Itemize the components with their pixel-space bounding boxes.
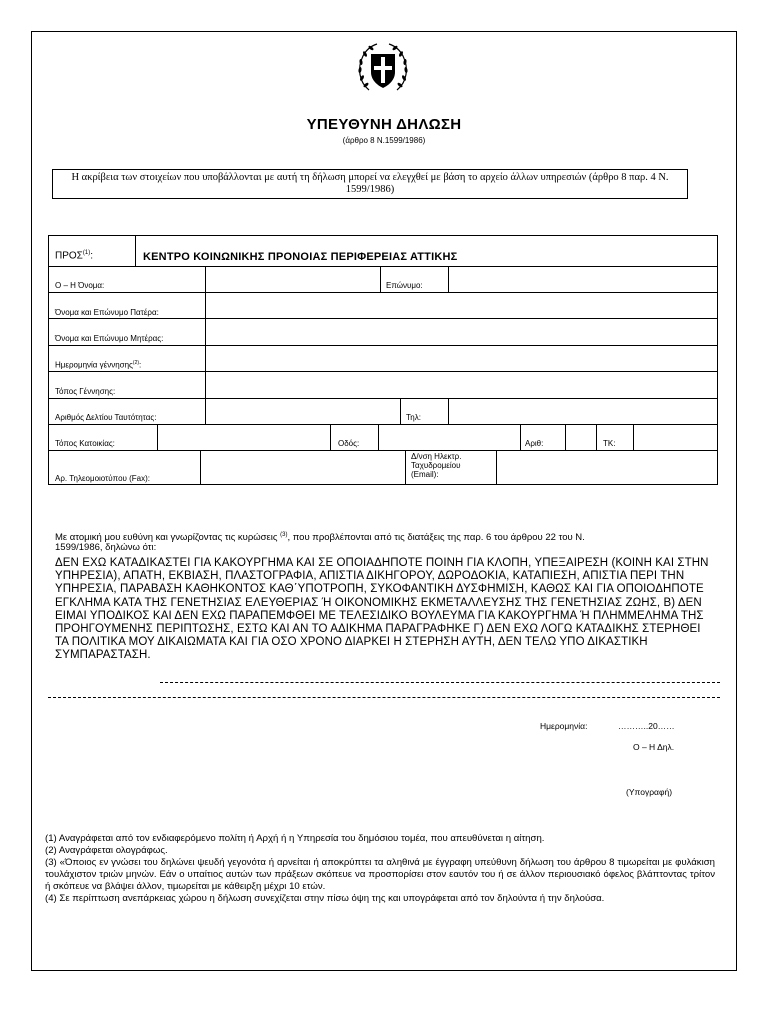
to-label: ΠΡΟΣ$^{(1)}$: bbox=[55, 250, 93, 262]
footnote-4: (4) Σε περίπτωση ανεπάρκειας χώρου η δήλωση συνεχίζεται στην πίσω όψη της και υπογράφεται από τον δηλούντα ή την δηλούσα. bbox=[45, 893, 605, 904]
phone-label: Τηλ: bbox=[406, 413, 421, 422]
to-value: ΚΕΝΤΡΟ ΚΟΙΝΩΝΙΚΗΣ ΠΡΟΝΟΙΑΣ ΠΕΡΙΦΕΡΕΙΑΣ ΑΤΤΙΚΗΣ bbox=[143, 251, 458, 263]
street-label: Οδός: bbox=[338, 439, 360, 448]
residence-label: Τόπος Κατοικίας: bbox=[55, 439, 115, 448]
mother-name-label: Όνομα και Επώνυμο Μητέρας: bbox=[55, 334, 164, 343]
document-title: ΥΠΕΥΘΥΝΗ ΔΗΛΩΣΗ bbox=[306, 116, 462, 133]
notice-box: Η ακρίβεια των στοιχείων που υποβάλλονται με αυτή τη δήλωση μπορεί να ελεγχθεί με βάση το αρχείο άλλων υπηρεσιών (άρθρο 8 παρ. 4 Ν. 1599/1986) bbox=[52, 169, 688, 199]
email-label: Δ/νση Ηλεκτρ. Ταχυδρομείου (Email): bbox=[411, 452, 462, 479]
id-card-label: Αριθμός Δελτίου Ταυτότητας: bbox=[55, 413, 157, 422]
birthdate-label: Ημερομηνία γέννησης$^{(2)}$: bbox=[55, 360, 142, 370]
fax-label: Αρ. Τηλεομοιοτύπου (Fax): bbox=[55, 474, 150, 483]
footnote-1: (1) Αναγράφεται από τον ενδιαφερόμενο πολίτη ή Αρχή ή η Υπηρεσία του δημόσιου τομέα, που απευθύνεται η αίτηση. bbox=[45, 833, 545, 844]
footnote-2: (2) Αναγράφεται ολογράφως. bbox=[45, 845, 168, 856]
declaration-intro-cont: 1599/1986, δηλώνω ότι: bbox=[55, 542, 157, 553]
number-label: Αριθ: bbox=[525, 439, 544, 448]
father-name-label: Όνομα και Επώνυμο Πατέρα: bbox=[55, 308, 159, 317]
footnote-3: (3) «Όποιος εν γνώσει του δηλώνει ψευδή γεγονότα ή αρνείται ή αποκρύπτει τα αληθινά με έγγραφη υπεύθυνη δήλωση του άρθρου 8 τιμωρείται με φυλάκιση τουλάχιστον τριών μηνών. Εάν ο υπαίτιος αυτών των πράξεων σκόπευε να προσπορίσει στον εαυτόν του ή σε άλλον περιουσιακό όφελος βλάπτοντας τρίτον ή σκόπευε να βλάψει άλλον, τιμωρείται με κάθειρξη μέχρι 10 ετών. bbox=[45, 857, 715, 892]
greek-coat-of-arms-icon bbox=[355, 40, 411, 96]
document-subtitle: (άρθρο 8 Ν.1599/1986) bbox=[342, 136, 426, 145]
dashed-line bbox=[48, 697, 720, 698]
personal-details-form bbox=[48, 235, 718, 485]
date-label: Ημερομηνία: bbox=[540, 721, 588, 731]
dashed-line bbox=[160, 682, 720, 683]
surname-label: Επώνυμο: bbox=[386, 281, 423, 290]
signature-label: (Υπογραφή) bbox=[626, 787, 673, 797]
declaration-intro: Με ατομική μου ευθύνη και γνωρίζοντας τις κυρώσεις $^{(3)}$, που προβλέπονται από τις διατάξεις της παρ. 6 του άρθρου 22 του Ν. bbox=[55, 532, 585, 544]
name-label: Ο – Η Όνομα: bbox=[55, 281, 105, 290]
declarant-label: Ο – Η Δηλ. bbox=[633, 742, 675, 752]
postcode-label: ΤΚ: bbox=[603, 439, 616, 448]
footnotes bbox=[45, 833, 715, 905]
birthplace-label: Τόπος Γέννησης: bbox=[55, 387, 116, 396]
declaration-text: ΔΕΝ ΕΧΩ ΚΑΤΑΔΙΚΑΣΤΕΙ ΓΙΑ ΚΑΚΟΥΡΓΗΜΑ ΚΑΙ ΣΕ ΟΠΟΙΑΔΗΠΟΤΕ ΠΟΙΝΗ ΓΙΑ ΚΛΟΠΗ, ΥΠΕΞΑΙΡΕΣΗ (ΚΟΙΝΗ ΚΑΙ ΣΤΗΝ ΥΠΗΡΕΣΙΑ), ΑΠΑΤΗ, ΕΚΒΙΑΣΗ, ΠΛΑΣΤΟΓΡΑΦΙΑ, ΑΠΙΣΤΙΑ ΔΙΚΗΓΟΡΟΥ, ΔΩΡΟΔΟΚΙΑ, ΚΑΤΑΠΙΕΣΗ, ΑΠΙΣΤΙΑ ΠΕΡΙ ΤΗΝ ΥΠΗΡΕΣΙΑ, ΠΑΡΑΒΑΣΗ ΚΑΘΗΚΟΝΤΟΣ ΚΑΘ΄ΥΠΟΤΡΟΠΗ, ΣΥΚΟΦΑΝΤΙΚΗ ΔΥΣΦΗΜΙΣΗ, ΚΑΘΩΣ ΚΑΙ ΓΙΑ ΟΠΟΙΟΔΗΠΟΤΕ ΕΓΚΛΗΜΑ ΚΑΤΑ ΤΗΣ ΓΕΝΕΤΗΣΙΑΣ ΕΛΕΥΘΕΡΙΑΣ Ή ΟΙΚΟΝΟΜΙΚΗΣ ΕΚΜΕΤΑΛΛΕΥΣΗΣ ΤΗΣ ΓΕΝΕΤΗΣΙΑΣ ΖΩΗΣ, Β) ΔΕΝ ΕΙΜΑΙ ΥΠΟΔΙΚΟΣ ΚΑΙ ΔΕΝ ΕΧΩ ΠΑΡΑΠΕΜΦΘΕΙ ΜΕ ΤΕΛΕΣΙΔΙΚΟ ΒΟΥΛΕΥΜΑ ΓΙΑ ΚΑΚΟΥΡΓΗΜΑ Ή ΠΛΗΜΜΕΛΗΜΑ ΤΗΣ ΠΡΟΗΓΟΥΜΕΝΗΣ ΠΕΡΙΠΤΩΣΗΣ, ΕΣΤΩ ΚΑΙ ΑΝ ΤΟ ΑΔΙΚΗΜΑ ΠΑΡΑΓΡΑΦΗΚΕ Γ) ΔΕΝ ΕΧΩ ΛΟΓΩ ΚΑΤΑΔΙΚΗΣ ΣΤΕΡΗΘΕΙ ΤΑ ΠΟΛΙΤΙΚΑ ΜΟΥ ΔΙΚΑΙΩΜΑΤΑ ΚΑΙ ΓΙΑ ΟΣΟ ΧΡΟΝΟ ΔΙΑΡΚΕΙ Η ΣΤΕΡΗΣΗ ΑΥΤΗ, ΔΕΝ ΤΕΛΩ ΥΠΟ ΔΙΚΑΣΤΙΚΗ ΣΥΜΠΑΡΑΣΤΑΣΗ. bbox=[55, 557, 709, 662]
date-value: ………..20…… bbox=[618, 721, 675, 731]
